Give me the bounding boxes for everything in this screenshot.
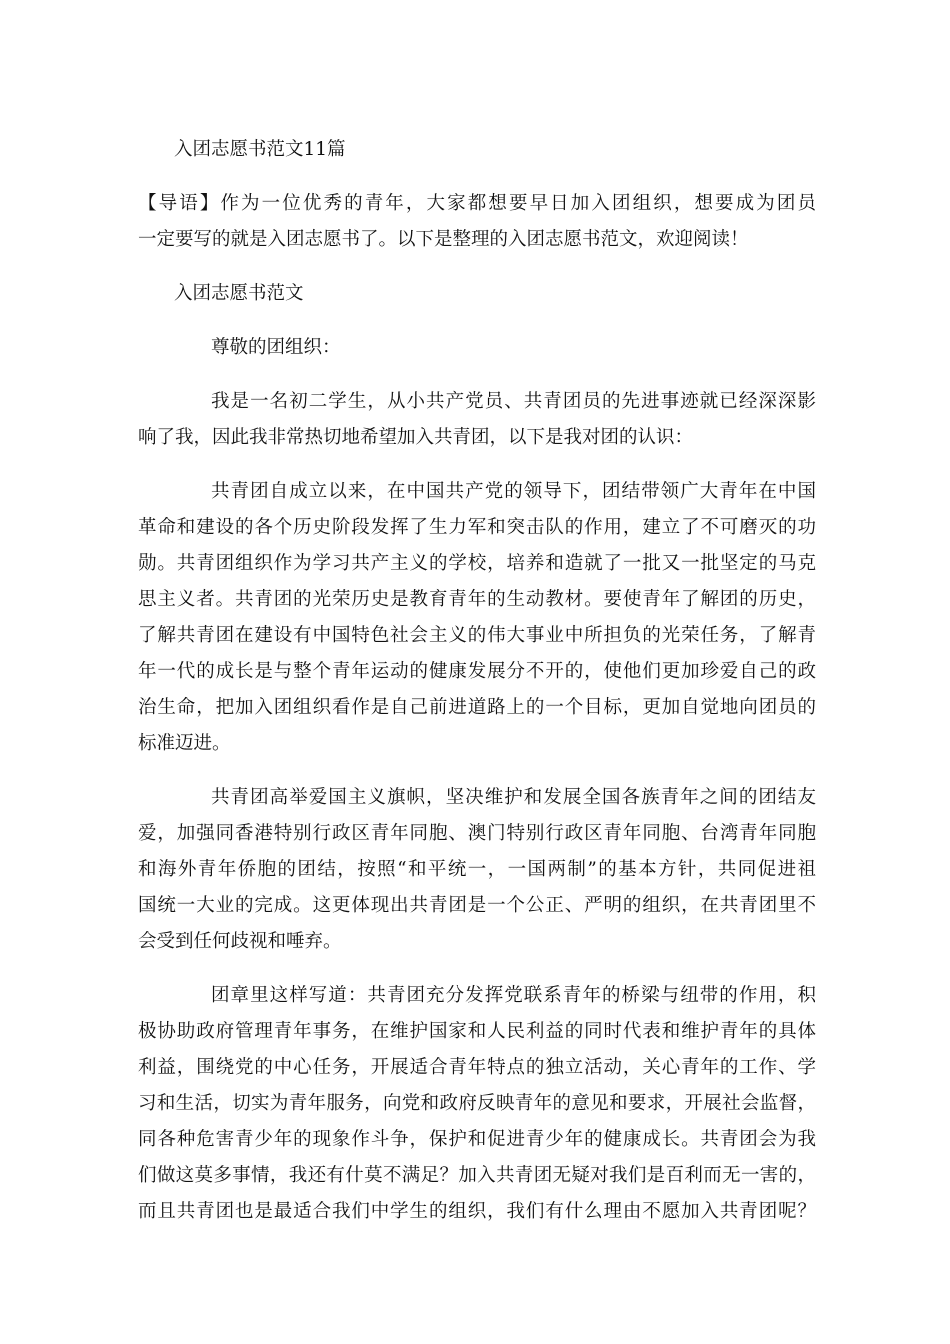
paragraph-line: 和海外青年侨胞的团结，按照“和平统一，一国两制”的基本方针，共同促进祖 — [138, 859, 816, 880]
paragraph-line: 革命和建设的各个历史阶段发挥了生力军和突击队的作用，建立了不可磨灭的功 — [138, 517, 816, 538]
document-title: 入团志愿书范文11篇 — [174, 139, 346, 160]
salutation: 尊敬的团组织： — [211, 337, 341, 358]
paragraph-line: 国统一大业的完成。这更体现出共青团是一个公正、严明的组织，在共青团里不 — [138, 895, 816, 916]
paragraph-line: 同各种危害青少年的现象作斗争，保护和促进青少年的健康成长。共青团会为我 — [138, 1129, 816, 1150]
paragraph-line: 共青团高举爱国主义旗帜，坚决维护和发展全国各族青年之间的团结友 — [211, 787, 816, 808]
paragraph-line: 会受到任何歧视和唾弃。 — [138, 931, 342, 952]
paragraph-line: 极协助政府管理青年事务，在维护国家和人民利益的同时代表和维护青年的具体 — [138, 1021, 816, 1042]
paragraph-line: 爱，加强同香港特别行政区青年同胞、澳门特别行政区青年同胞、台湾青年同胞 — [138, 823, 816, 844]
intro-line: 一定要写的就是入团志愿书了。以下是整理的入团志愿书范文，欢迎阅读！ — [138, 229, 749, 250]
paragraph-line: 思主义者。共青团的光荣历史是教育青年的生动教材。要使青年了解团的历史， — [138, 589, 816, 610]
paragraph-line: 共青团自成立以来，在中国共产党的领导下，团结带领广大青年在中国 — [211, 481, 816, 502]
paragraph-line: 标准迈进。 — [138, 733, 231, 754]
paragraph-line: 而且共青团也是最适合我们中学生的组织，我们有什么理由不愿加入共青团呢？ — [138, 1201, 816, 1222]
section-heading: 入团志愿书范文 — [174, 283, 304, 304]
intro-line: 【导语】作为一位优秀的青年，大家都想要早日加入团组织，想要成为团员 — [138, 193, 816, 214]
paragraph-line: 勋。共青团组织作为学习共产主义的学校，培养和造就了一批又一批坚定的马克 — [138, 553, 816, 574]
paragraph-line: 团章里这样写道：共青团充分发挥党联系青年的桥梁与纽带的作用，积 — [211, 985, 816, 1006]
paragraph-line: 们做这莫多事情，我还有什莫不满足？加入共青团无疑对我们是百利而无一害的， — [138, 1165, 816, 1186]
paragraph-line: 了解共青团在建设有中国特色社会主义的伟大事业中所担负的光荣任务，了解青 — [138, 625, 816, 646]
paragraph-line: 治生命，把加入团组织看作是自己前进道路上的一个目标，更加自觉地向团员的 — [138, 697, 816, 718]
paragraph-line: 利益，围绕党的中心任务，开展适合青年特点的独立活动，关心青年的工作、学 — [138, 1057, 816, 1078]
paragraph-line: 我是一名初二学生，从小共产党员、共青团员的先进事迹就已经深深影 — [211, 391, 816, 412]
paragraph-line: 年一代的成长是与整个青年运动的健康发展分不开的，使他们更加珍爱自己的政 — [138, 661, 816, 682]
paragraph-line: 习和生活，切实为青年服务，向党和政府反映青年的意见和要求，开展社会监督， — [138, 1093, 816, 1114]
paragraph-line: 响了我，因此我非常热切地希望加入共青团，以下是我对团的认识： — [138, 427, 694, 448]
